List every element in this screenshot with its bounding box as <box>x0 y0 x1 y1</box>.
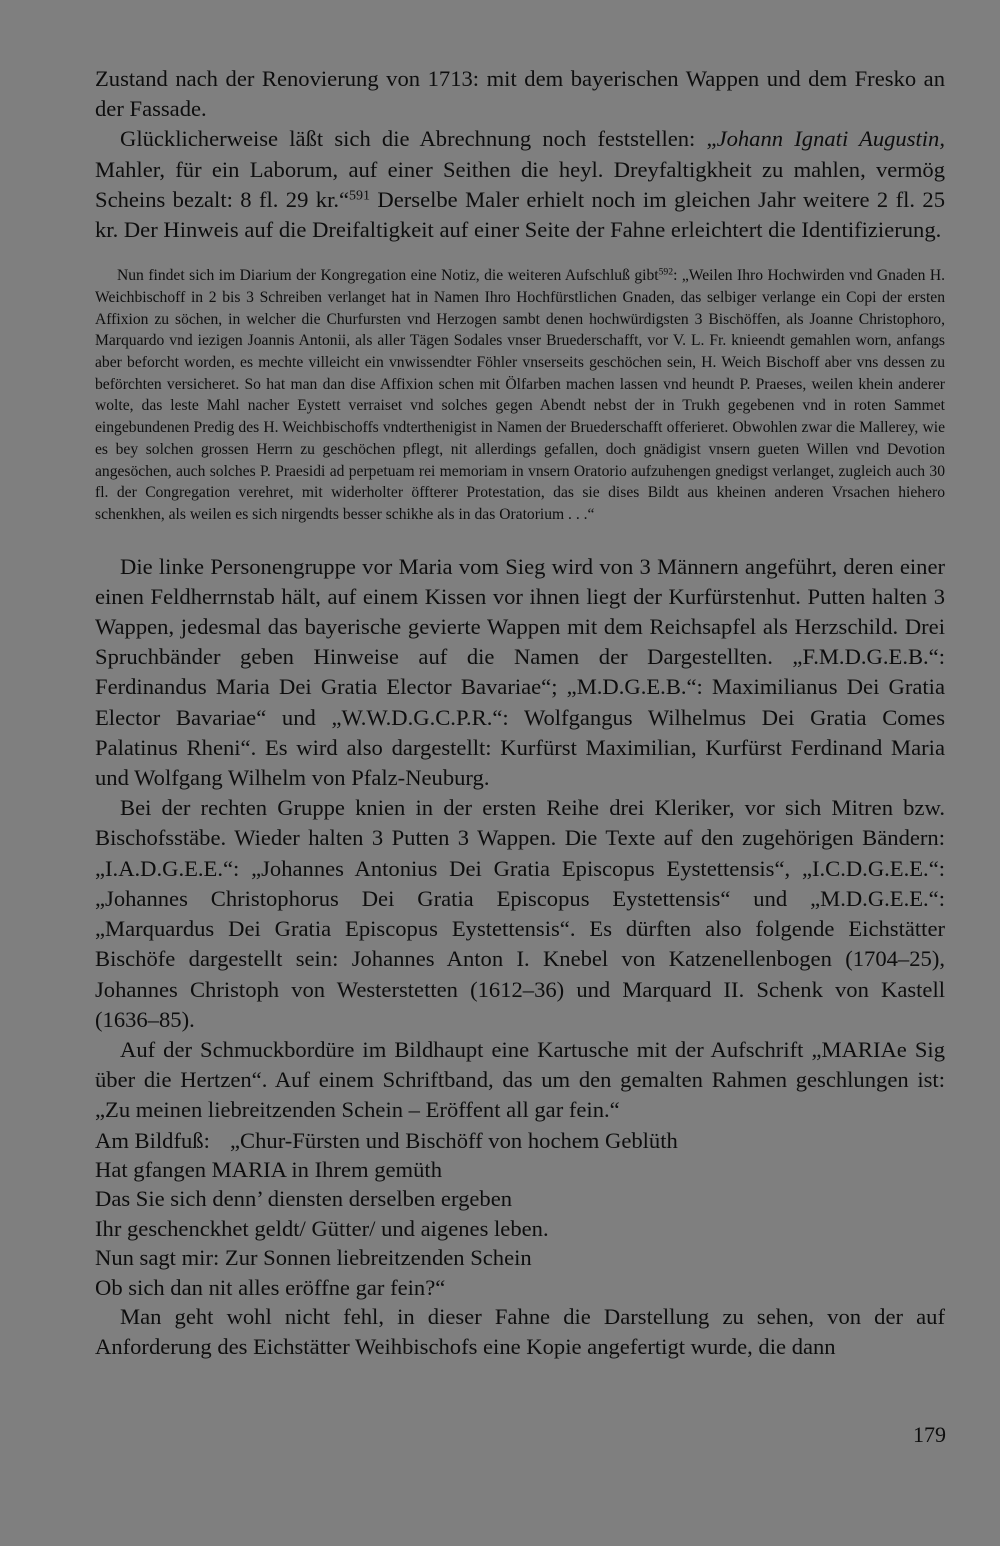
paragraph-renovation: Zustand nach der Renovierung von 1713: mit dem bayerischen Wappen und dem Fresko an der Fassade. <box>95 66 945 122</box>
painter-name: Johann Ignati Augustin, <box>716 126 946 152</box>
verse-inscription <box>95 1126 945 1302</box>
verse-line: Hat gfangen MARIA in Ihrem gemüth <box>95 1156 442 1182</box>
page-content <box>95 64 945 1362</box>
paragraph-right-group: Bei der rechten Gruppe knien in der ersten Reihe drei Kleriker, vor sich Mitren bzw. Bischofsstäbe. Wieder halten 3 Putten 3 Wappen. Die Texte auf den zugehörigen Bändern: „I.A.D.G.E.E.“: „Johannes Antonius Dei Gratia Episcopus Eystettensis“, „I.C.D.G.E.E.“: „Johannes Christophorus Dei Gratia Episcopus Eystettensis“ und „M.D.G.E.E.“: „Marquardus Dei Gratia Episcopus Eystettensis“. Es dürften also folgende Eichstätter Bischöfe dargestellt sein: Johannes Anton I. Knebel von Katzenellenbogen (1704–25), Johannes Christoph von Westerstetten (1612–36) und Marquard II. Schenk von Kastell (1636–85). <box>95 795 945 1032</box>
footnote-ref-591: 591 <box>349 188 371 204</box>
paragraph-left-group: Die linke Personengruppe vor Maria vom Sieg wird von 3 Männern angeführt, deren einer einen Feldherrnstab hält, auf einem Kissen vor ihnen liegt der Kurfürstenhut. Putten halten 3 Wappen, jedesmal das bayerische gevierte Wappen mit dem Reichsapfel als Herzschild. Drei Spruchbänder geben Hinweise auf die Namen der Dargestellten. „F.M.D.G.E.B.“: Ferdinandus Maria Dei Gratia Elector Bavariae“; „M.D.G.E.B.“: Maximilianus Dei Gratia Elector Bavariae“ und „W.W.D.G.C.P.R.“: Wolfgangus Wilhelmus Dei Gratia Comes Palatinus Rheni“. Es wird also dargestellt: Kurfürst Maximilian, Kurfürst Ferdinand Maria und Wolfgang Wilhelm von Pfalz-Neuburg. <box>95 553 945 791</box>
paragraph-cartouche: Auf der Schmuckbordüre im Bildhaupt eine Kartusche mit der Aufschrift „MARIAe Sig über die Hertzen“. Auf einem Schriftband, das um den gemalten Rahmen geschlungen ist: „Zu meinen liebreitzenden Schein – Eröffent all gar fein.“ <box>95 1036 945 1123</box>
verse-line: Das Sie sich denn’ diensten derselben ergeben <box>95 1186 513 1212</box>
paragraph-conclusion: Man geht wohl nicht fehl, in dieser Fahne die Darstellung zu sehen, von der auf Anforderung des Eichstätter Weihbischofs eine Kopie angefertigt wurde, die dann <box>95 1303 945 1360</box>
verse-line: Ob sich dan nit alles eröffne gar fein?“ <box>95 1274 446 1300</box>
verse-line: Ihr geschenckhet geldt/ Gütter/ und aigenes leben. <box>95 1215 549 1241</box>
footnote-ref-592: 592 <box>658 266 674 278</box>
verse-line: Am Bildfuß: „Chur-Fürsten und Bischöff von hochem Geblüth <box>95 1126 945 1155</box>
diarium-quotation: Nun findet sich im Diarium der Kongregation eine Notiz, die weiteren Aufschluß gibt$^{592}$: „Weilen Ihro Hochwirden vnd Gnaden H. Weichbischoff in 2 bis 3 Schreiben verlanget hat in Namen Ihro Hochfürstlichen Gnaden, das selbiger verlange ein Copi der ersten Affixion zu söchen, in welcher die Churfursten vnd Herzogen sambt denen hochwürdigsten 3 Bischöffen, als Joanne Christophoro, Marquardo vnd iezigen Joannis Antonii, als aller Tägen Sodales vnser Bruederschafft, vor V. L. Fr. knieendt gemahlen worn, anfangs aber beforcht worden, es mechte villeicht ein vnwissendter Föhler vnserseits geschöchen sein, H. Weich Bischoff aber vns dessen zu beförchten versicheret. So hat man dan dise Affixion schen mit Ölfarben machen lassen vnd heundt P. Praeses, weilen khein anderer wolte, das leste Mahl nacher Eystett verraiset vnd solches gegen Abendt nebst der in Trukh gegebenen vnd in roten Sammet eingebundenen Predig des H. Weichbischoffs vndterthenigist in Namen der Bruederschafft offerieret. Obwohlen zwar die Mallerey, wie es bey solchen grossen Herrn zu geschöchen pflegt, nit allerdings gefallen, doch gnädigist vnsern gueten Willen vnd Devotion angesöchen, auch solches P. Praesidi ad perpetuam rei memoriam in vnsern Oratorio aufzuhengen gnedigst verlanget, zugleich auch 30 fl. der Congregation verehret, mit widerholter öffterer Protestation, das sie dises Bildt aus kheinen anderen Vrsachen hiehero schenkhen, als weilen es sich nirgendts besser schikhe als in das Oratorium . . .“ <box>95 266 945 523</box>
verse-line: Nun sagt mir: Zur Sonnen liebreitzenden Schein <box>95 1245 532 1271</box>
paragraph-accounting: Glücklicherweise läßt sich die Abrechnung noch feststellen: „Johann Ignati Augustin, Mahler, für ein Laborum, auf einer Seithen die heyl. Dreyfaltigkheit zu mahlen, vermög Scheins bezalt: 8 fl. 29 kr.“$^{591}$ Derselbe Maler erhielt noch im gleichen Jahr weitere 2 fl. 25 kr. Der Hinweis auf die Dreifaltigkeit auf einer Seite der Fahne erleichtert die Identifizierung. <box>95 126 946 243</box>
verse-lead: Am Bildfuß: <box>95 1127 210 1153</box>
page-number: 179 <box>913 1422 946 1447</box>
